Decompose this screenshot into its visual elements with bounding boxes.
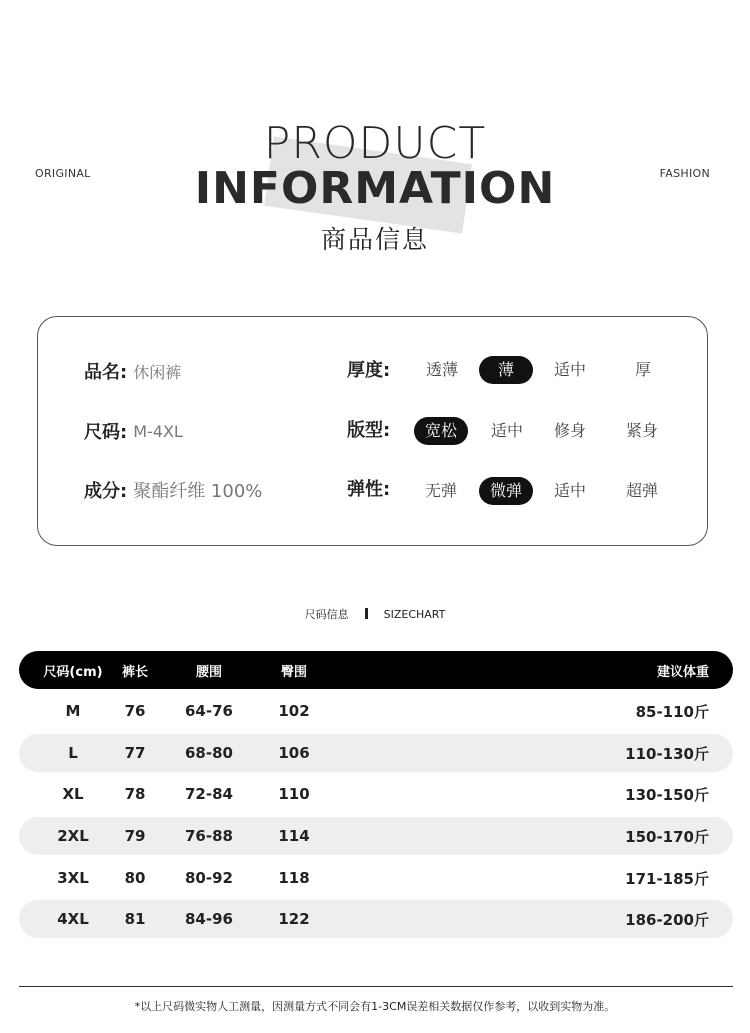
size-label: 尺码: bbox=[84, 422, 128, 443]
info-material-row bbox=[84, 475, 262, 505]
cell-weight: 150-170斤 bbox=[625, 827, 709, 846]
cell-waist: 84-96 bbox=[185, 910, 233, 928]
thickness-option: 透薄 bbox=[425, 360, 458, 379]
cell-waist: 64-76 bbox=[185, 702, 233, 720]
cell-length: 80 bbox=[124, 869, 146, 887]
fit-option: 宽松 bbox=[414, 417, 468, 445]
cell-length: 76 bbox=[124, 702, 146, 720]
thickness-option: 适中 bbox=[553, 360, 586, 379]
elasticity-label: 弹性: bbox=[347, 479, 391, 500]
cell-length: 81 bbox=[124, 910, 146, 928]
cell-waist: 80-92 bbox=[185, 869, 233, 887]
info-size-row bbox=[84, 416, 183, 446]
size-table-header bbox=[19, 651, 733, 689]
name-value: 休闲裤 bbox=[133, 362, 182, 382]
cell-waist: 72-84 bbox=[185, 785, 233, 803]
size-chart-heading bbox=[0, 606, 750, 622]
column-header: 尺码(cm) bbox=[43, 664, 103, 680]
column-header: 臀围 bbox=[280, 664, 307, 680]
elasticity-option: 微弹 bbox=[479, 477, 533, 505]
cell-hip: 102 bbox=[278, 702, 310, 720]
cell-hip: 110 bbox=[278, 785, 310, 803]
thickness-label: 厚度: bbox=[347, 360, 391, 381]
cell-weight: 110-130斤 bbox=[625, 744, 709, 763]
cell-size: L bbox=[68, 744, 78, 762]
elasticity-option: 超弹 bbox=[625, 481, 658, 500]
cell-size: M bbox=[65, 702, 81, 720]
heading-divider bbox=[365, 608, 368, 619]
title-product: PRODUCT bbox=[263, 118, 487, 169]
footer-note: *以上尺码微实物人工测量，因测量方式不同会有1-3CM误差相关数据仅作参考，以收到实物为准。 bbox=[134, 1000, 616, 1013]
thickness-option: 厚 bbox=[634, 360, 651, 379]
original-tag: ORIGINAL bbox=[35, 167, 91, 180]
fit-option: 紧身 bbox=[625, 421, 658, 440]
thickness-option: 薄 bbox=[479, 356, 533, 384]
fashion-tag: FASHION bbox=[659, 167, 710, 180]
size-chart-heading-en: SIZECHART bbox=[383, 608, 446, 621]
cell-length: 79 bbox=[124, 827, 146, 845]
info-name-row bbox=[84, 356, 181, 386]
cell-size: 4XL bbox=[57, 910, 89, 928]
cell-hip: 122 bbox=[278, 910, 310, 928]
name-label: 品名: bbox=[84, 362, 128, 383]
cell-weight: 186-200斤 bbox=[625, 910, 709, 929]
cell-weight: 171-185斤 bbox=[625, 869, 709, 888]
size-chart-heading-cn: 尺码信息 bbox=[304, 608, 349, 621]
fit-option: 修身 bbox=[553, 421, 586, 440]
cell-size: XL bbox=[62, 785, 84, 803]
cell-weight: 130-150斤 bbox=[625, 785, 709, 804]
elasticity-option: 无弹 bbox=[424, 481, 457, 500]
fit-label: 版型: bbox=[347, 420, 391, 441]
cell-hip: 118 bbox=[278, 869, 310, 887]
cell-hip: 106 bbox=[278, 744, 310, 762]
footer-divider bbox=[19, 986, 733, 987]
title-information: INFORMATION bbox=[194, 163, 556, 214]
column-header: 腰围 bbox=[195, 664, 222, 680]
cell-waist: 76-88 bbox=[185, 827, 233, 845]
cell-weight: 85-110斤 bbox=[635, 702, 709, 721]
table-row bbox=[19, 817, 733, 855]
table-row bbox=[19, 859, 733, 897]
fit-option: 适中 bbox=[490, 421, 523, 440]
table-row bbox=[19, 775, 733, 813]
column-header: 建议体重 bbox=[656, 664, 709, 680]
title-chinese: 商品信息 bbox=[320, 225, 429, 254]
material-label: 成分: bbox=[84, 481, 128, 502]
cell-length: 78 bbox=[124, 785, 146, 803]
cell-length: 77 bbox=[124, 744, 146, 762]
cell-hip: 114 bbox=[278, 827, 310, 845]
cell-size: 3XL bbox=[57, 869, 89, 887]
cell-size: 2XL bbox=[57, 827, 89, 845]
table-row bbox=[19, 734, 733, 772]
column-header: 裤长 bbox=[121, 664, 148, 680]
table-row bbox=[19, 692, 733, 730]
elasticity-option: 适中 bbox=[553, 481, 586, 500]
size-value: M-4XL bbox=[133, 421, 183, 441]
cell-waist: 68-80 bbox=[185, 744, 233, 762]
material-value: 聚酯纤维 100% bbox=[133, 481, 263, 502]
table-row bbox=[19, 900, 733, 938]
